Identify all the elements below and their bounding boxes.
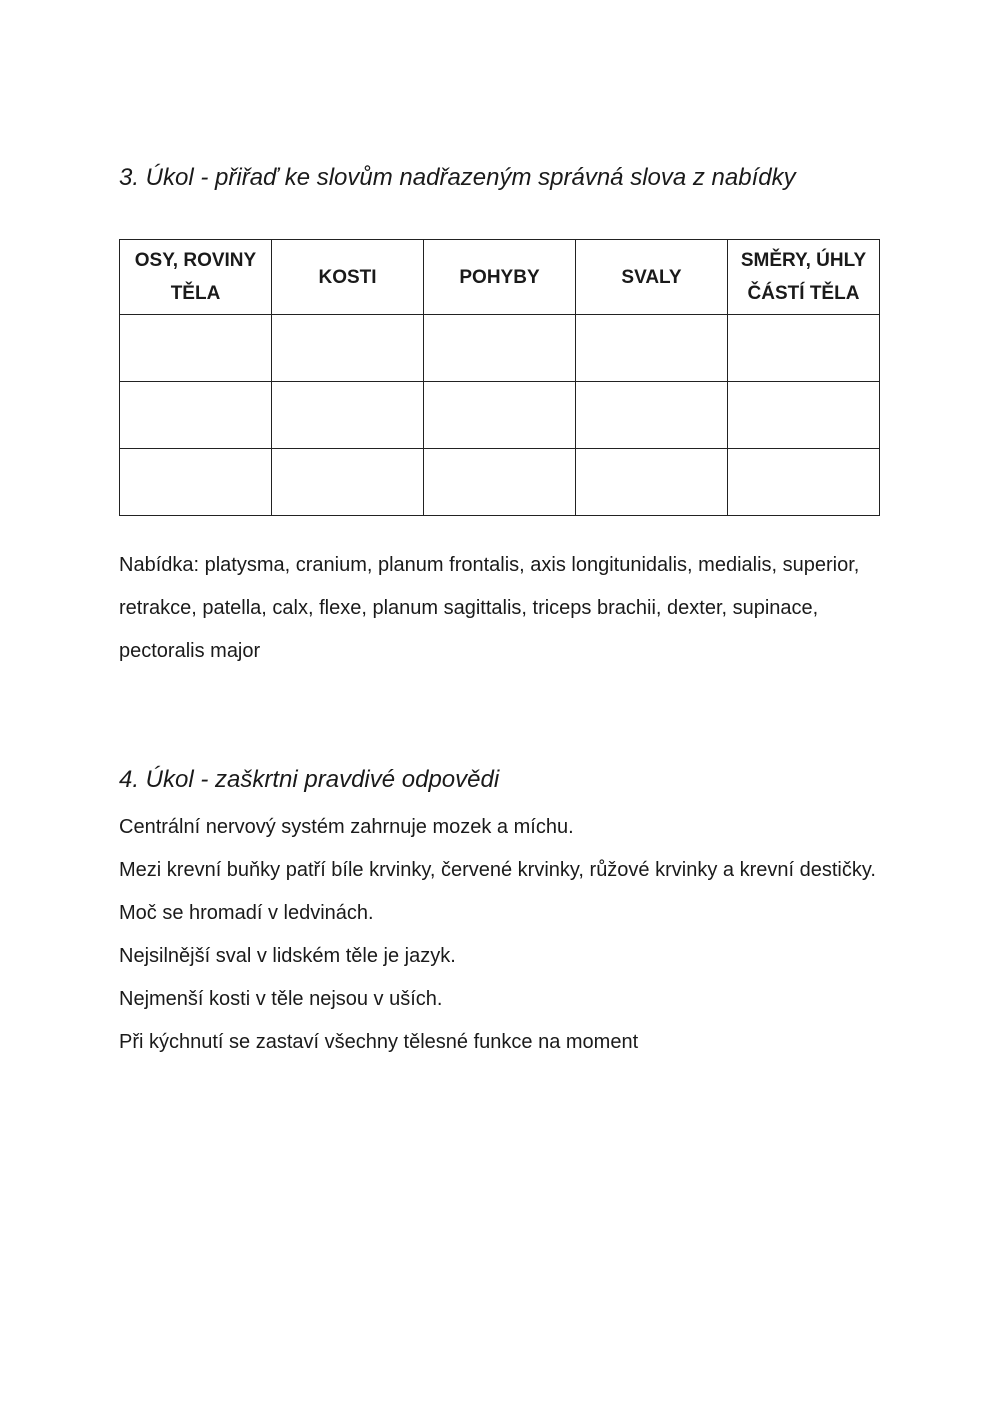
drop-cell[interactable] [424,449,576,516]
drop-cell[interactable] [728,315,880,382]
drop-cell[interactable] [272,382,424,449]
statement-item[interactable]: Nejsilnější sval v lidském těle je jazyk. [119,945,456,967]
column-header-axes: OSY, ROVINY TĚLA [120,240,272,315]
task4-heading: 4. Úkol - zaškrtni pravdivé odpovědi [119,766,500,793]
statement-list [119,806,889,1064]
drop-cell[interactable] [728,382,880,449]
statement-item[interactable]: Při kýchnutí se zastaví všechny tělesné funkce na moment [119,1031,639,1053]
drop-cell[interactable] [120,315,272,382]
statement-item[interactable]: Mezi krevní buňky patří bíle krvinky, červené krvinky, růžové krvinky a krevní destičky. [119,859,876,881]
column-header-muscles: SVALY [576,240,728,315]
statement-item[interactable]: Moč se hromadí v ledvinách. [119,902,374,924]
statement-item[interactable]: Centrální nervový systém zahrnuje mozek a míchu. [119,816,574,838]
drop-cell[interactable] [576,382,728,449]
table-row [120,315,880,382]
table-row [120,382,880,449]
drop-cell[interactable] [576,449,728,516]
column-header-bones: KOSTI [272,240,424,315]
drop-cell[interactable] [728,449,880,516]
statement-item[interactable]: Nejmenší kosti v těle nejsou v uších. [119,988,443,1010]
table-row [120,449,880,516]
drop-cell[interactable] [576,315,728,382]
drop-cell[interactable] [272,315,424,382]
word-offer-text: Nabídka: platysma, cranium, planum frontalis, axis longitunidalis, medialis, superior, retrakce, patella, calx, flexe, planum sagittalis, triceps brachii, dexter, supinace, pectoralis major [119,554,860,662]
column-header-directions: SMĚRY, ÚHLY ČÁSTÍ TĚLA [728,240,880,315]
drop-cell[interactable] [424,315,576,382]
column-header-movements: POHYBY [424,240,576,315]
drop-cell[interactable] [120,382,272,449]
sorting-table [119,239,880,516]
drop-cell[interactable] [272,449,424,516]
table-header-row [120,240,880,315]
drop-cell[interactable] [424,382,576,449]
drop-cell[interactable] [120,449,272,516]
task3-heading: 3. Úkol - přiřaď ke slovům nadřazeným správná slova z nabídky [119,164,796,191]
